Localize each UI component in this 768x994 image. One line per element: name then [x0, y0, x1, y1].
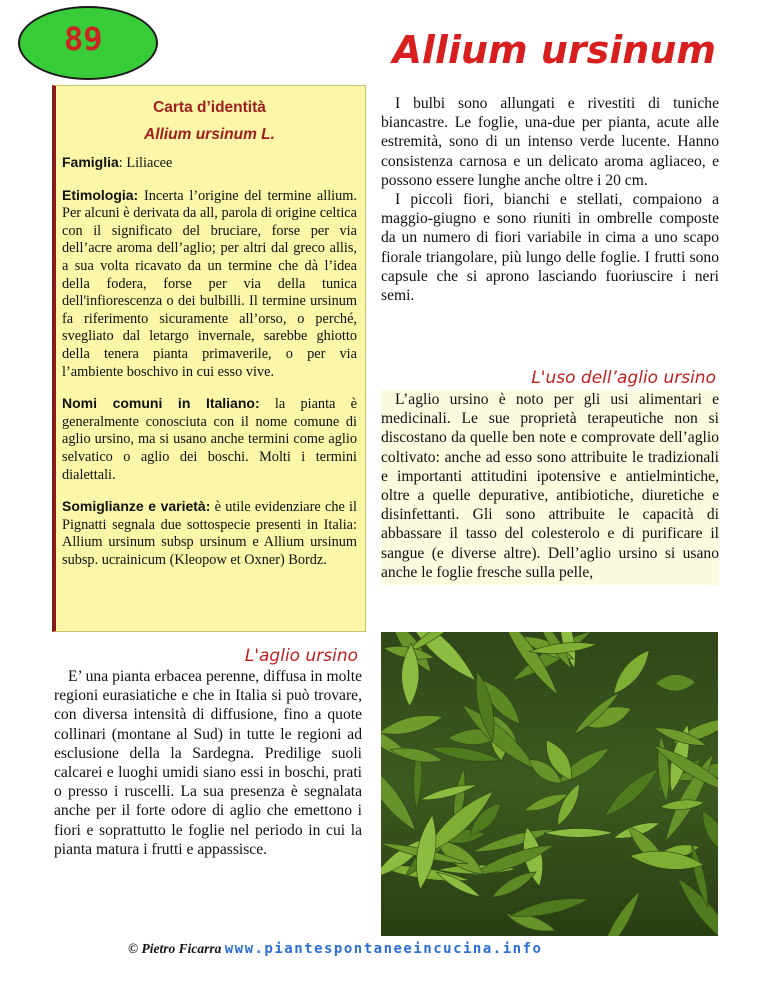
somiglianze-paragraph — [62, 498, 357, 569]
description-paragraph-bulbi: I bulbi sono allungati e rivestiti di tuniche biancastre. Le foglie, una-due per pianta, acute alle estremità, sono di un intenso verde lucente. Hanno consistenza carnosa e un delicato aroma agliaceo, e possono essere lunghe anche oltre i 20 cm. — [381, 95, 719, 189]
section-heading-uso: L'uso dell’aglio ursino — [531, 368, 716, 388]
page-title: Allium ursinum — [392, 28, 716, 72]
somiglianze-label: Somiglianze e varietà: — [62, 498, 211, 515]
somiglianze-text: è utile evidenziare che il Pignatti segnala due sottospecie presenti in Italia: Allium ursinum subsp ursinum e Allium ursinum subsp. ucrainicum (Kleopow et Oxner) Bordz. — [62, 499, 357, 568]
species-name: Allium ursinum L. — [144, 126, 275, 143]
etimologia-text: Incerta l’origine del termine allium. Per alcuni è derivata da all, parola di origine celtica con il significato del bruciare, forse per via dell’acre aroma dell’aglio; per altri dal greco allis, a sua volta ricavato da un termine che dà l’idea della fodera, forse per via della tunica dell'infiorescenza o dei bulbilli. Il termine ursinum fa riferimento sicuramente all’orso, o perché, svegliato dal letargo invernale, sarebbe ghiotto della tenera pianta primaverile, o per via l’ambiente boschivo in cui esso vive. — [62, 187, 357, 380]
description-paragraph-fiori: I piccoli fiori, bianchi e stellati, compaiono a maggio-giugno e sono riuniti in ombrelle composte da un numero di fiori variabile in cima a uno scapo fiorale triangolare, più lungo delle foglie. I frutti sono capsule che si aprono lasciando fuoriuscire i neri semi. — [381, 191, 719, 305]
etimologia-paragraph — [62, 187, 357, 382]
famiglia-label: Famiglia — [62, 154, 119, 170]
nomi-comuni-label: Nomi comuni in Italiano: — [62, 395, 260, 412]
nomi-comuni-text: la pianta è generalmente conosciuta con il nome comune di aglio ursino, ma si usano anche termini come aglio selvatico o aglio dei boschi. Molti i termini dialettali. — [62, 396, 357, 483]
section-heading-aglio-ursino: L'aglio ursino — [244, 646, 358, 666]
page-number: 89 — [64, 20, 103, 58]
etimologia-label: Etimologia: — [62, 186, 139, 203]
footer — [128, 941, 542, 957]
footer-author: © Pietro Ficarra — [128, 941, 222, 956]
aglio-ursino-text-column — [54, 667, 362, 859]
footer-website-link[interactable]: www.piantespontaneeincucina.info — [224, 941, 543, 957]
famiglia-value: : Liliacee — [118, 155, 173, 171]
description-column — [381, 94, 719, 305]
aglio-ursino-paragraph: E’ una pianta erbacea perenne, diffusa in molte regioni eurasiatiche e che in Italia si può trovare, con diversa intensità di diffusione, fino a quote collinari (montane al Sud) in tutte le regioni ad esclusione della la Sardegna. Predilige suoli calcarei e luoghi umidi siano essi in boschi, prati o presso i ruscelli. La sua presenza è segnalata anche per il forte odore di aglio che emettono i fiori e soprattutto le foglie nel periodo in cui la pianta matura i frutti e appassisce. — [54, 668, 362, 858]
nomi-comuni-paragraph — [62, 395, 357, 484]
identity-card — [52, 85, 366, 632]
famiglia-paragraph — [62, 154, 357, 173]
wild-garlic-photo — [381, 632, 718, 936]
identity-card-heading: Carta d’identità — [153, 99, 266, 116]
uso-text-column — [381, 390, 719, 585]
uso-paragraph: L’aglio ursino è noto per gli usi alimentari e medicinali. Le sue proprietà terapeutiche non si discostano da quelle ben note e comprovate dell’aglio coltivato: anche ad esso sono attribuite le tradizionali e importanti attitudini ipotensive e antielmintiche, oltre a quelle depurative, antibiotiche, diuretiche e disinfettanti. Gli sono attribuite le capacità di abbassare il tasso del colesterolo e di purificare il sangue (e diverse altre). Dell’aglio ursino si usano anche le foglie fresche sulla pelle, — [381, 391, 719, 581]
page-number-badge — [18, 6, 158, 80]
